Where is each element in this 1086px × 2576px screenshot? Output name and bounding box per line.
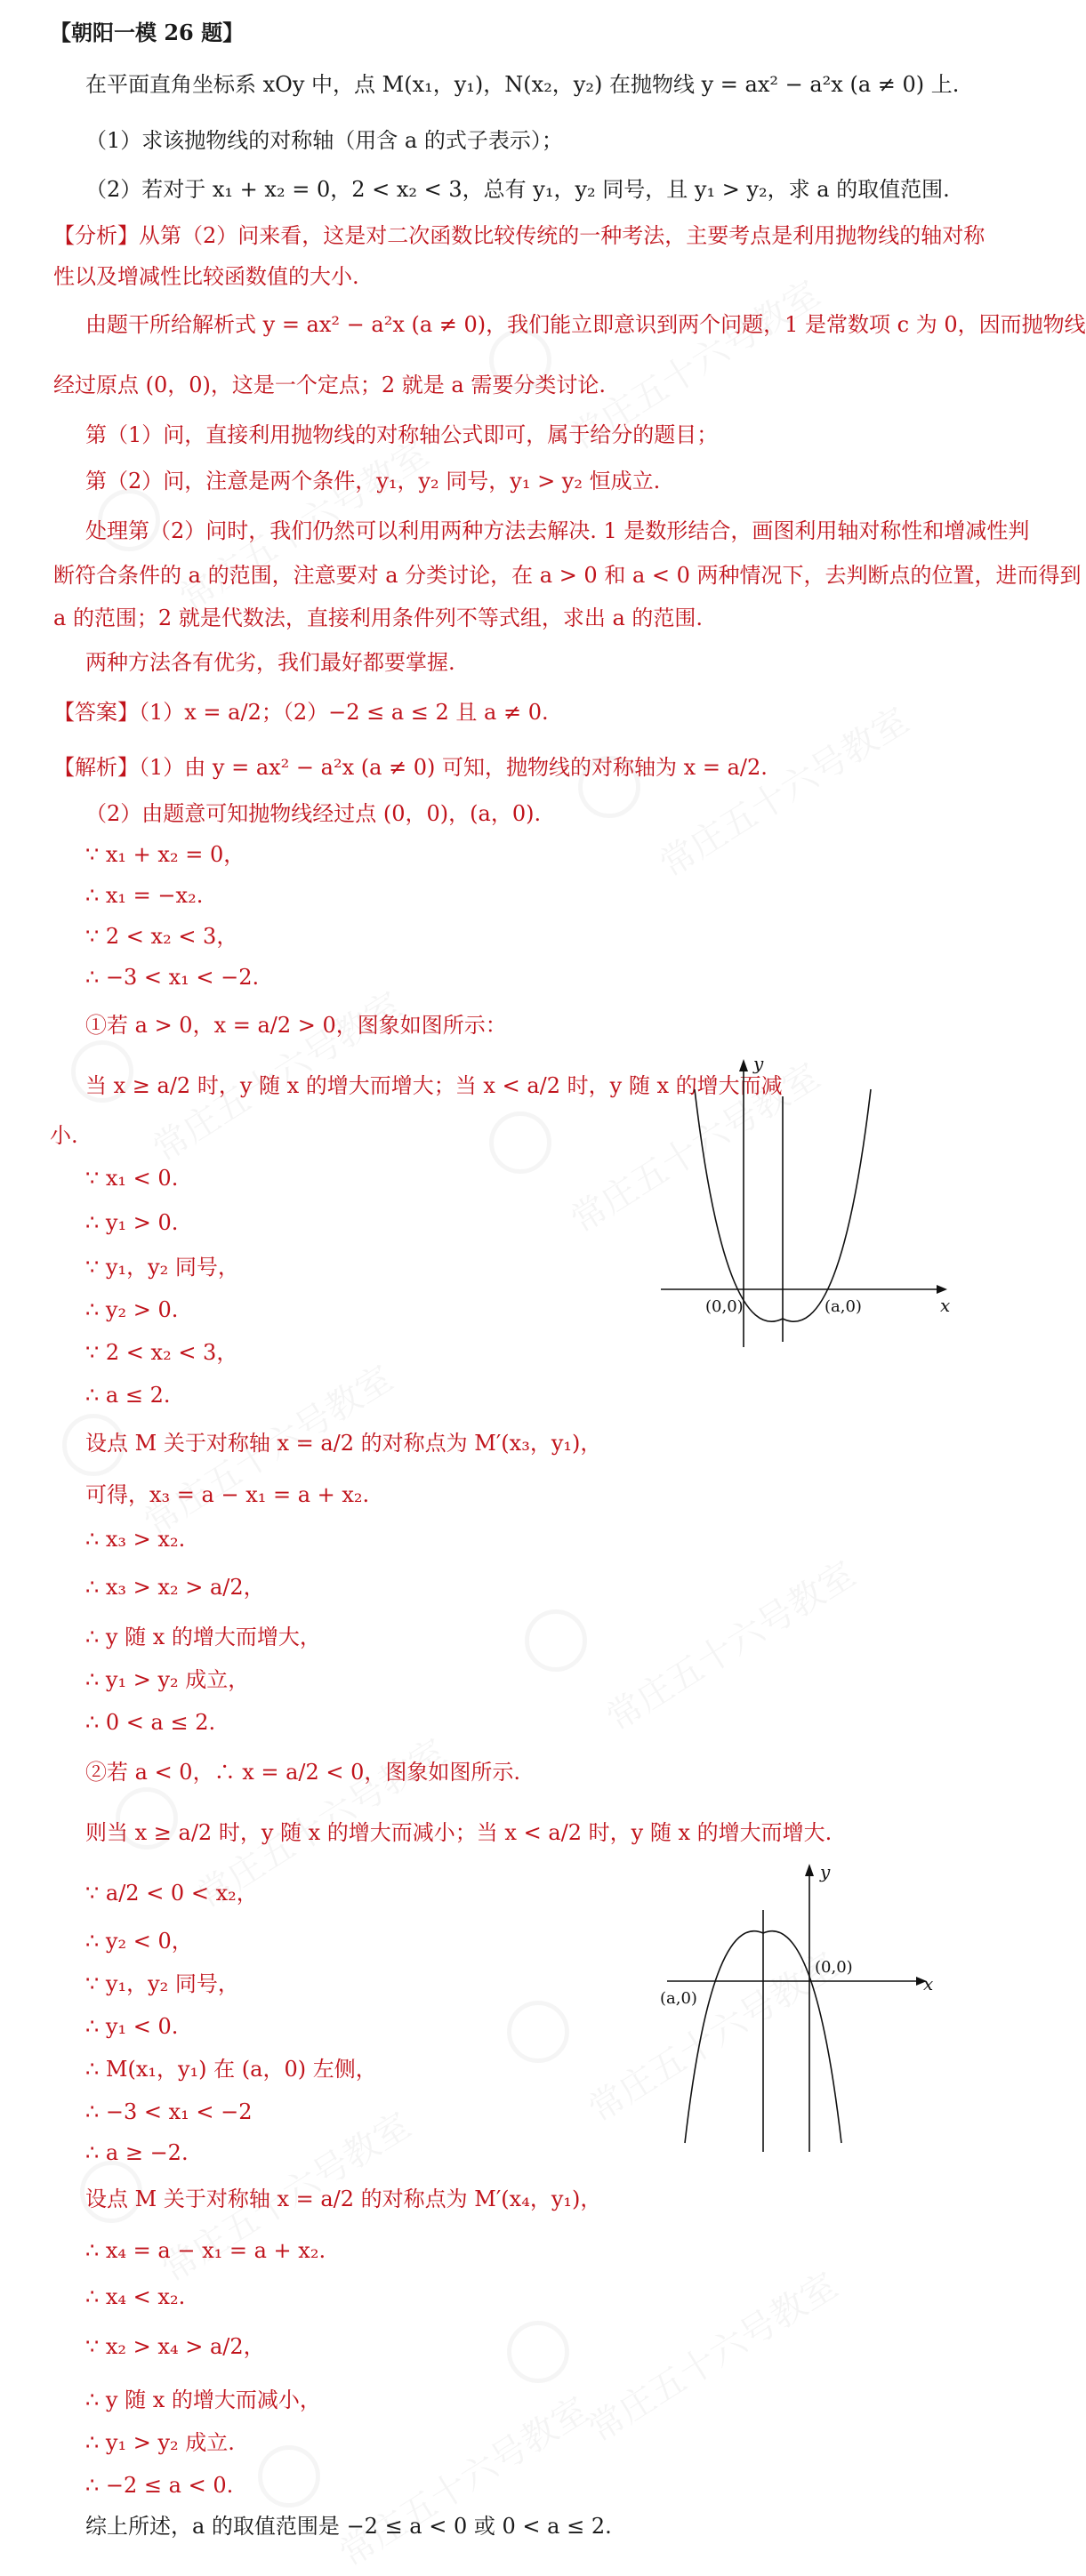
watermark-logo-icon <box>525 1609 587 1672</box>
line-analysis-6: 第（2）问，注意是两个条件，y₁，y₂ 同号，y₁ > y₂ 恒成立. <box>85 469 661 494</box>
watermark-logo-icon <box>507 2001 569 2063</box>
watermark-text <box>648 694 917 887</box>
line-c2-1: ∵ a/2 < 0 < x₂， <box>85 1881 258 1906</box>
fig2-y-label: y <box>820 1861 831 1882</box>
line-analysis-8: 断符合条件的 a 的范围，注意要对 a 分类讨论，在 a > 0 和 a < 0 两种情况下，去判断点的位置，进而得到 <box>53 563 1082 588</box>
line-sol-2: （2）由题意可知抛物线经过点 (0，0)，(a，0). <box>85 801 542 826</box>
line-analysis-1: 【分析】从第（2）问来看，这是对二次函数比较传统的一种考法，主要考点是利用抛物线的轴对称 <box>53 223 985 248</box>
line-analysis-2: 性以及增减性比较函数值的大小. <box>53 264 359 289</box>
line-c2-9: ∴ x₄ = a − x₁ = a + x₂. <box>85 2238 326 2263</box>
watermark-text <box>577 2259 846 2452</box>
line-c2-14: ∴ −2 ≤ a < 0. <box>85 2473 234 2498</box>
line-c1-2: ∴ y₁ > 0. <box>85 1210 179 1235</box>
line-conclusion: 综上所述，a 的取值范围是 −2 ≤ a < 0 或 0 < a ≤ 2. <box>85 2514 612 2539</box>
line-c2-12: ∴ y 随 x 的增大而减小， <box>85 2387 321 2412</box>
fig1-origin-label: (0,0) <box>705 1297 744 1316</box>
line-c1-3: ∵ y₁，y₂ 同号， <box>85 1255 239 1280</box>
line-problem-stem: 在平面直角坐标系 xOy 中，点 M(x₁，y₁)，N(x₂，y₂) 在抛物线 y = ax² − a²x (a ≠ 0) 上. <box>85 72 960 97</box>
line-c2-2: ∴ y₂ < 0， <box>85 1929 193 1954</box>
figure-2-parabola-down <box>658 1858 961 2161</box>
line-c2-8: 设点 M 关于对称轴 x = a/2 的对称点为 M′(x₄，y₁)， <box>85 2187 602 2211</box>
line-c1-13: ∴ 0 < a ≤ 2. <box>85 1710 216 1735</box>
line-header: 【朝阳一模 26 题】 <box>50 20 245 45</box>
line-case-2: ②若 a < 0，∴ x = a/2 < 0，图象如图所示. <box>85 1760 521 1785</box>
line-case-1-mono: 当 x ≥ a/2 时，y 随 x 的增大而增大；当 x < a/2 时，y 随 x 的增大而减 <box>85 1073 783 1098</box>
line-c2-11: ∵ x₂ > x₄ > a/2， <box>85 2334 265 2359</box>
line-case-1-mono-b: 小. <box>50 1123 78 1148</box>
fig1-x-label: x <box>940 1295 951 1316</box>
line-c2-3: ∵ y₁，y₂ 同号， <box>85 1971 239 1996</box>
line-c2-5: ∴ M(x₁，y₁) 在 (a，0) 左侧， <box>85 2057 377 2082</box>
line-c1-6: ∴ a ≤ 2. <box>85 1383 171 1408</box>
line-answer: 【答案】（1）x = a/2；（2）−2 ≤ a ≤ 2 且 a ≠ 0. <box>53 700 549 725</box>
line-sol-6: ∴ −3 < x₁ < −2. <box>85 965 260 990</box>
watermark-logo-icon <box>258 2445 320 2508</box>
line-analysis-10: 两种方法各有优劣，我们最好都要掌握. <box>85 650 455 675</box>
line-c1-7: 设点 M 关于对称轴 x = a/2 的对称点为 M′(x₃，y₁)， <box>85 1431 602 1456</box>
line-c1-4: ∴ y₂ > 0. <box>85 1297 179 1322</box>
line-question-2: （2）若对于 x₁ + x₂ = 0，2 < x₂ < 3，总有 y₁，y₂ 同号，且 y₁ > y₂，求 a 的取值范围. <box>85 177 950 202</box>
line-analysis-3: 由题干所给解析式 y = ax² − a²x (a ≠ 0)，我们能立即意识到两个问题，1 是常数项 c 为 0，因而抛物线 <box>85 312 1086 337</box>
fig2-a-label: (a,0) <box>660 1989 697 2008</box>
fig2-x-label: x <box>923 1973 934 1994</box>
line-c1-10: ∴ x₃ > x₂ > a/2， <box>85 1575 265 1600</box>
line-sol-4: ∴ x₁ = −x₂. <box>85 883 204 908</box>
line-c1-1: ∵ x₁ < 0. <box>85 1166 179 1191</box>
line-sol-5: ∵ 2 < x₂ < 3， <box>85 924 238 949</box>
line-c2-13: ∴ y₁ > y₂ 成立. <box>85 2430 235 2455</box>
line-c2-10: ∴ x₄ < x₂. <box>85 2284 186 2309</box>
line-analysis-4: 经过原点 (0，0)，这是一个定点；2 就是 a 需要分类讨论. <box>53 373 606 397</box>
fig2-origin-label: (0,0) <box>815 1958 853 1977</box>
line-case-2-mono: 则当 x ≥ a/2 时，y 随 x 的增大而减小；当 x < a/2 时，y 随 x 的增大而增大. <box>85 1820 833 1845</box>
line-question-1: （1）求该抛物线的对称轴（用含 a 的式子表示）； <box>85 128 563 153</box>
line-c1-8: 可得，x₃ = a − x₁ = a + x₂. <box>85 1482 370 1507</box>
line-sol-3: ∵ x₁ + x₂ = 0， <box>85 842 245 867</box>
watermark-text <box>595 1547 864 1741</box>
line-analysis-5: 第（1）问，直接利用抛物线的对称轴公式即可，属于给分的题目； <box>85 422 719 447</box>
line-c1-11: ∴ y 随 x 的增大而增大， <box>85 1625 321 1649</box>
fig1-a-label: (a,0) <box>825 1297 862 1316</box>
fig1-y-label: y <box>753 1053 764 1074</box>
line-sol-1: 【解析】（1）由 y = ax² − a²x (a ≠ 0) 可知，抛物线的对称轴为 x = a/2. <box>53 755 768 780</box>
line-c1-5: ∵ 2 < x₂ < 3， <box>85 1340 238 1365</box>
line-c2-7: ∴ a ≥ −2. <box>85 2140 189 2165</box>
line-analysis-9: a 的范围；2 就是代数法，直接利用条件列不等式组，求出 a 的范围. <box>53 606 704 630</box>
watermark-text <box>328 2383 597 2576</box>
figure-1-parabola-up <box>654 1054 956 1356</box>
line-c2-4: ∴ y₁ < 0. <box>85 2014 179 2039</box>
line-analysis-7: 处理第（2）问时，我们仍然可以利用两种方法去解决. 1 是数形结合，画图利用轴对称性和增减性判 <box>85 518 1030 543</box>
watermark-logo-icon <box>489 1111 551 1174</box>
line-case-1: ①若 a > 0，x = a/2 > 0，图象如图所示： <box>85 1013 507 1038</box>
line-c1-9: ∴ x₃ > x₂. <box>85 1527 186 1552</box>
watermark-logo-icon <box>507 2321 569 2383</box>
line-c1-12: ∴ y₁ > y₂ 成立， <box>85 1667 250 1692</box>
line-c2-6: ∴ −3 < x₁ < −2 <box>85 2099 253 2124</box>
